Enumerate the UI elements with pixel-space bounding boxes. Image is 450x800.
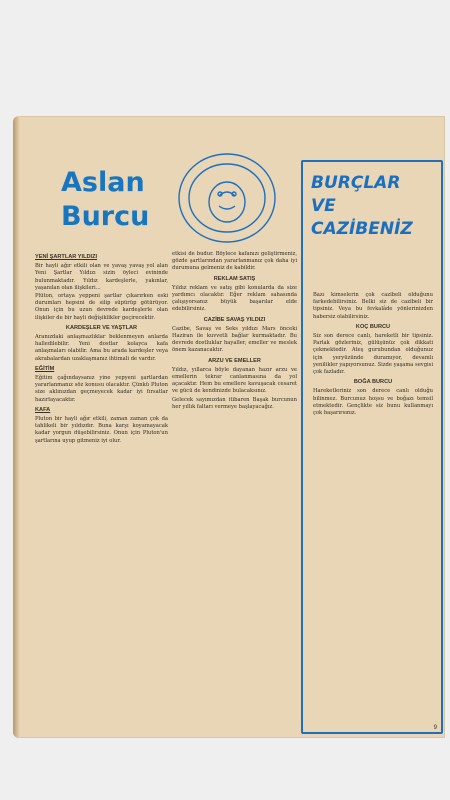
sidebar-title-line2: VE — [311, 195, 336, 216]
article-paragraph-6: etkisi de budur. Böylece kafanızı geliştirmeniz, gözde şartlarından yararlanmanız çok daha iyi durumuna gelmeniz de kabildir. — [172, 251, 297, 272]
sidebar-paragraph-3: Hareketleriniz son derece canlı olduğu bilinmez. Burcunuz hoşsu ve boğazı temsil etmektedir. Gençlikte siz bunu kullanmayı çok başarırsınız. — [313, 388, 433, 417]
sidebar-paragraph-1: Bazı kimselerin çok cazibeli olduğunu farkedebilirsiniz. Belki siz de cazibeli bir tipsiniz. Veya bu fevkalâde yönlerinizden habersiz olabilirsiniz. — [313, 292, 433, 320]
sidebar-title-line1: BURÇLAR — [311, 173, 401, 193]
sidebar-title — [311, 172, 439, 241]
article-paragraph-5: Pluton bir hayli ağır etkili, zaman zaman çok da tahlikeli bir yıldızdır. Buna karşı koyamayacak kadar yorgun düşebilirsiniz. Onun için Pluton'un şartlarına uyup gitmeniz iyi olur. — [35, 416, 168, 444]
section-title-reklam: REKLAM SATIŞ — [213, 275, 256, 282]
article-paragraph-9: Yıldız, yıllarca böyle dayanan hazır arzu ve emellerin tekrar canlanmasına da yol açacaktır. Hem bu emellere kavuşacak cesaret ve gücü de kendinizde bulacaksınız. — [172, 366, 297, 395]
article-paragraph-2: Plüton, ortaya yeppeni şartlar çıkarırken eski durumları hepsini de silip süpürüp götürüyor. Onun için bu uzun devrede kardeşlerle olan ilişkiler de bir hayli değişiklikler geçirecektir. — [35, 293, 168, 321]
magazine-page — [13, 116, 445, 738]
sidebar-title-line3: CAZİBENİZ — [311, 218, 413, 239]
headline-word-burcu: Burcu — [61, 200, 150, 232]
section-title-egitim: EĞİTİM — [35, 365, 55, 372]
sidebar-section-koc: KOÇ BURCU — [355, 323, 391, 330]
sidebar-box — [301, 160, 443, 734]
page-spine — [13, 116, 20, 738]
article-paragraph-10: Gelecek sayımızdan itibaren Başak burcunun her yıllık faltarı vermeye başlayacağız. — [172, 396, 297, 410]
section-title-arzu: ARZU VE EMELLER — [208, 357, 261, 364]
section-title-kafa: KAFA — [35, 406, 51, 413]
article-column-left — [35, 251, 168, 446]
lion-illustration — [171, 144, 283, 252]
sidebar-text-column — [313, 292, 433, 418]
section-title-cazibe: CAZİBE SAVAŞ YILDIZI — [203, 316, 266, 323]
article-headline — [61, 166, 181, 234]
article-paragraph-1: Bir hayli ağır etkili olan ve yavaş yavaş yol alan Yeni Şartlar Yıldızı sizin öyleci evininde bulunmaktadır. Yıldız kardeşlerle, yakınlar, yaşanılan olan ilişkileri... — [35, 263, 168, 291]
article-paragraph-8: Cazibe, Savaş ve Seks yıldızı Mars önceki Haziran ile kuvvetli bağlar kurmaktadır. Bu devrede dostluklar hayaller, emeller ve meslek önem kazanacaktır. — [172, 325, 297, 354]
section-title-kardesler: KARDEŞLER VE YAŞTLAR — [65, 324, 138, 331]
article-column-middle — [172, 251, 297, 412]
article-paragraph-7: Yıldız reklam ve satış gibi konularda da size yardımcı olacaktır. Eğer reklam sahasında çalışıyorsanız büyük başarılar elde edebilirsiniz. — [172, 284, 297, 313]
article-paragraph-3: Aranızdaki anlaşmazlıklar beklenmeyen anlarda halledilebilir. Yeni dostlar kolayca kafa anlaşmaları olabilir. Ama bu arada kardeşler veya akrabalardan uzaklaşmanız ihtimali de vardır. — [35, 334, 168, 362]
article-paragraph-4: Eğitim çağındaysanız yine yepyeni şartlardan yararlanmanız söz konusu olacaktır. Çünkü Pluton size aklınızdan geçmeyecek kadar iyi fırsatlar hazırlayacaktır. — [35, 375, 168, 403]
page-number: 9 — [433, 725, 437, 731]
sidebar-section-boga: BOĞA BURCU — [353, 379, 393, 386]
sidebar-paragraph-2: Siz son derece canlı, hareketli bir tipsiniz. Parlak gözleriniz, gülüşünüz çok dikkati çekmektedir. Ateş gurubundan olduğunuz için yeryüzünde duramıyor, devamlı yenilikler yapıyorsunuz. Sizde yaşama sevgisi çok fazladır. — [313, 333, 433, 376]
headline-word-aslan: Aslan — [61, 167, 145, 198]
section-title-yeni-sartlar: YENİ ŞARTLAR YILDIZI — [35, 254, 98, 260]
